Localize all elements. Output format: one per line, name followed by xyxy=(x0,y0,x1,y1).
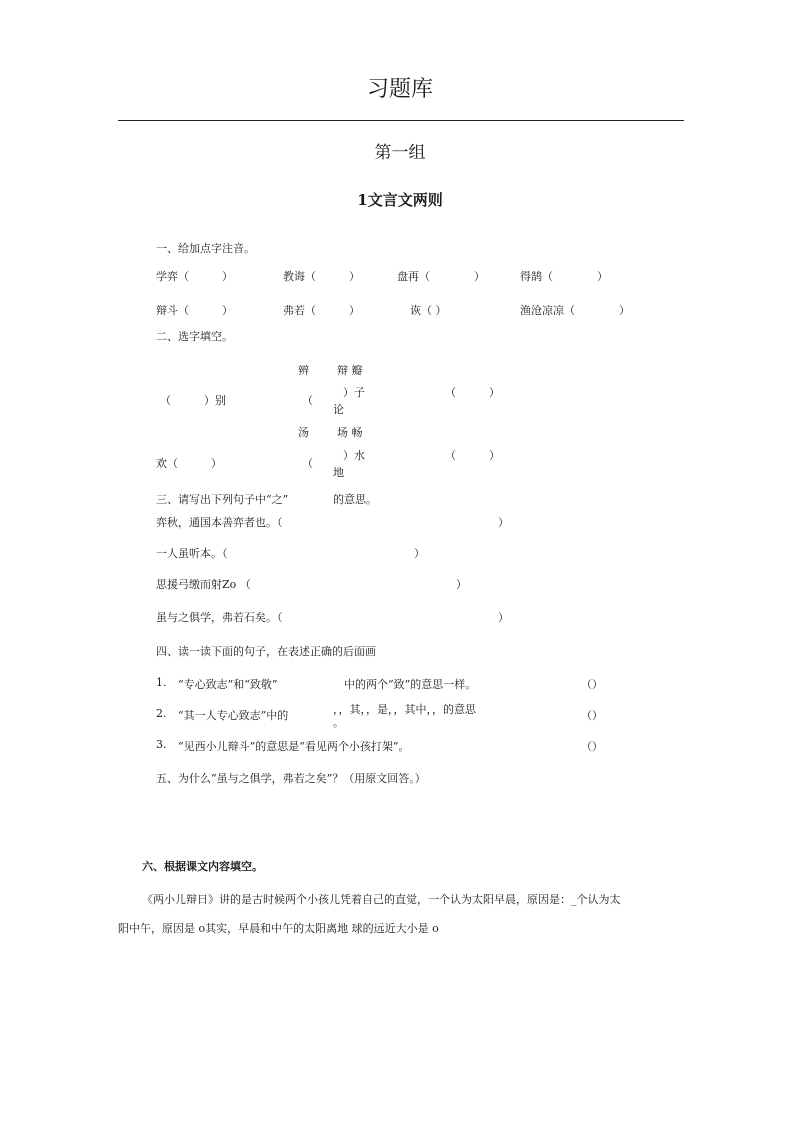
q4-item-text: ，，其，，是，，其中，，的意思 xyxy=(333,703,476,716)
q6-line: 《两小儿辩日》讲的是古时候两个小孩儿凭着自己的直觉，一个认为太阳早晨，原因是：_个认为太 xyxy=(142,893,621,906)
q1-heading: 一、给加点字注音。 xyxy=(156,242,255,255)
q4-item-text: “其一人专心致志”中的 xyxy=(178,709,289,722)
q4-heading: 四、读一读下面的句子，在表述正确的后面画 xyxy=(156,645,376,658)
q2-heading: 二、选字填空。 xyxy=(156,330,233,343)
q4-item-mark: （） xyxy=(581,709,603,722)
group-title: 第一组 xyxy=(374,143,426,163)
q1-item: 学弈（ ） xyxy=(156,270,233,283)
q2-option-chars: 辩 瓣 xyxy=(337,364,363,377)
q1-item: 渔沧凉凉（ ） xyxy=(520,304,630,317)
q2-paren: （ ） xyxy=(445,449,500,462)
q6-heading: 六、根据课文内容填空。 xyxy=(142,860,263,873)
q1-item: 教诲（ ） xyxy=(283,270,360,283)
q2-blank-suffix: ）子 xyxy=(343,386,365,399)
q3-item-close: ） xyxy=(414,547,425,560)
q4-item-text: 。 xyxy=(333,716,344,729)
q2-paren: （ ） xyxy=(445,386,500,399)
q4-item-number: 1. xyxy=(156,676,167,689)
q1-item: 得鹄（ ） xyxy=(520,270,608,283)
q2-char: 论 xyxy=(333,403,344,416)
q2-paren: （ xyxy=(302,394,313,407)
q2-option-char: 辨 xyxy=(298,364,309,377)
q2-option-char: 汤 xyxy=(298,426,309,439)
q3-item: 一人虽听本。（ xyxy=(156,547,228,560)
q2-option-chars: 场 畅 xyxy=(337,426,363,439)
title-divider xyxy=(118,120,684,121)
q3-item: 虽与之俱学，弗若石矣。（ xyxy=(156,611,283,624)
q4-item-number: 3. xyxy=(156,738,167,751)
q4-item-text: “专心致志”和“致敬” xyxy=(178,678,278,691)
q1-item: 辩斗（ ） xyxy=(156,304,233,317)
q3-heading: 三、请写出下列句子中“之” xyxy=(156,493,289,506)
page-title: 习题库 xyxy=(366,77,433,102)
q4-item-number: 2. xyxy=(156,707,167,720)
q2-char: 地 xyxy=(333,466,344,479)
q3-heading-tail: 的意思。 xyxy=(333,493,377,506)
q3-item: 弈秋，通国本善弈者也。（ xyxy=(156,516,283,529)
lesson-title: 1文言文两则 xyxy=(357,191,443,209)
q4-item-mark: （） xyxy=(581,678,603,691)
q4-item-text: “见西小儿辩斗”的意思是“看见两个小孩打架”。 xyxy=(178,740,410,753)
q1-item: 弗若（ ） xyxy=(283,304,360,317)
q2-blank: （ ）别 xyxy=(160,394,226,407)
q3-item-close: ） xyxy=(498,611,509,624)
q6-line: 阳中午，原因是 o其实，早晨和中午的太阳离地 球的远近大小是 o xyxy=(118,922,439,935)
q2-blank-suffix: ）水 xyxy=(343,449,365,462)
q4-item-mark: （） xyxy=(581,740,603,753)
q2-blank: 欢（ ） xyxy=(156,457,222,470)
q3-item: 思援弓缴而射Zo （ xyxy=(156,578,251,591)
q2-paren: （ xyxy=(302,457,313,470)
q3-item-close: ） xyxy=(456,578,467,591)
q3-item-close: ） xyxy=(498,516,509,529)
q5-heading: 五、为什么“虽与之俱学，弗若之矣”？（用原文回答。） xyxy=(156,772,426,785)
q1-item: 盘再（ ） xyxy=(397,270,485,283)
q1-item: 诙（ ） xyxy=(410,304,447,317)
q4-item-text: 中的两个“致”的意思一样。 xyxy=(344,678,477,691)
